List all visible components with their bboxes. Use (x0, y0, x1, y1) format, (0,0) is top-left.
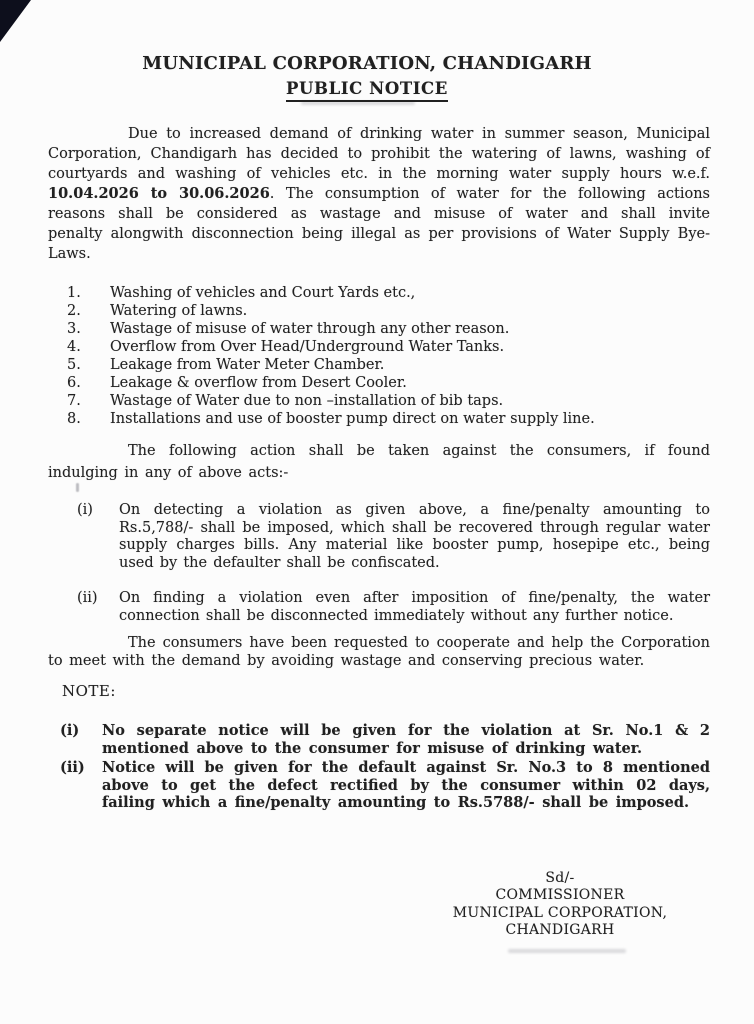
intro-bold-dates: 10.04.2026 to 30.06.2026 (48, 185, 270, 202)
note-item (48, 722, 710, 757)
violation-item (48, 410, 710, 428)
notice-subtitle-row (36, 79, 698, 102)
action-item (48, 590, 710, 625)
violation-number: 7. (67, 393, 81, 409)
violation-text: Wastage of Water due to non –installation of bib taps. (110, 393, 504, 409)
signature-sd-line: Sd/- (545, 869, 575, 886)
signature-org-line1: MUNICIPAL CORPORATION, (452, 904, 668, 921)
signature-designation: COMMISSIONER (495, 887, 625, 903)
violation-number: 6. (67, 375, 81, 391)
violation-item (48, 302, 710, 320)
violation-item (48, 284, 710, 302)
note-label: NOTE: (62, 682, 116, 700)
action-item-text: On detecting a violation as given above, a fine/penalty amounting to Rs.5,788/- shall be imposed, which shall be recovered through regular water supply charges bills. Any material like booster pump, hosepipe etc., being used by the defaulter shall be confiscated. (119, 502, 710, 571)
violation-item (48, 374, 710, 392)
action-item (48, 502, 710, 572)
note-item-marker: (i) (60, 722, 80, 739)
violation-number: 4. (67, 339, 81, 355)
note-item-text: Notice will be given for the default against Sr. No.3 to 8 mentioned above to get the defect rectified by the consumer within 02 days, failing which a fine/penalty amounting to Rs.5788/- shall be imposed. (102, 759, 710, 811)
note-item-text: No separate notice will be given for the violation at Sr. No.1 & 2 mentioned above to the consumer for misuse of drinking water. (102, 722, 710, 757)
violation-number: 1. (67, 285, 81, 301)
notice-title: MUNICIPAL CORPORATION, CHANDIGARH (142, 53, 592, 74)
intro-paragraph (48, 124, 710, 264)
action-item-text: On finding a violation even after imposition of fine/penalty, the water connection shall be disconnected immediately without any further notice. (119, 590, 710, 624)
scan-smudge-tick (76, 483, 79, 492)
action-paragraph: The following action shall be taken against the consumers, if found indulging in any of above acts:- (48, 443, 710, 481)
action-item-marker: (ii) (77, 590, 98, 606)
scan-smudge-under-signature (508, 949, 626, 953)
violation-text: Leakage & overflow from Desert Cooler. (110, 375, 407, 391)
intro-part1: Due to increased demand of drinking water in summer season, Municipal Corporation, Chandigarh has decided to prohibit the watering of lawns, washing of courtyards and washing of vehicles etc. in the morning water supply hours w.e.f. (48, 126, 710, 182)
closing-paragraph: The consumers have been requested to cooperate and help the Corporation to meet with the demand by avoiding wastage and conserving precious water. (48, 635, 710, 669)
violation-number: 5. (67, 357, 81, 373)
violation-text: Installations and use of booster pump direct on water supply line. (110, 411, 595, 427)
note-item-marker: (ii) (60, 759, 85, 776)
violations-list (48, 284, 710, 428)
violation-text: Leakage from Water Meter Chamber. (110, 357, 385, 373)
violation-text: Watering of lawns. (110, 303, 248, 319)
intro-part2: . The consumption of water for the following actions reasons shall be considered as wastage and misuse of water and shall invite penalty alongwith disconnection being illegal as per provisions of Water Supply Bye-Laws. (48, 186, 710, 262)
violation-number: 8. (67, 411, 81, 427)
note-item (48, 759, 710, 812)
violation-item (48, 356, 710, 374)
violation-item (48, 338, 710, 356)
violation-number: 3. (67, 321, 81, 337)
signature-block (445, 870, 675, 940)
signature-org-line2: CHANDIGARH (505, 922, 615, 938)
violation-text: Wastage of misuse of water through any other reason. (110, 321, 510, 337)
violation-text: Washing of vehicles and Court Yards etc., (110, 285, 416, 301)
notice-subtitle: PUBLIC NOTICE (286, 79, 448, 102)
violation-item (48, 320, 710, 338)
action-item-marker: (i) (77, 502, 93, 518)
violation-text: Overflow from Over Head/Underground Water Tanks. (110, 339, 505, 355)
violation-item (48, 392, 710, 410)
violation-number: 2. (67, 303, 81, 319)
